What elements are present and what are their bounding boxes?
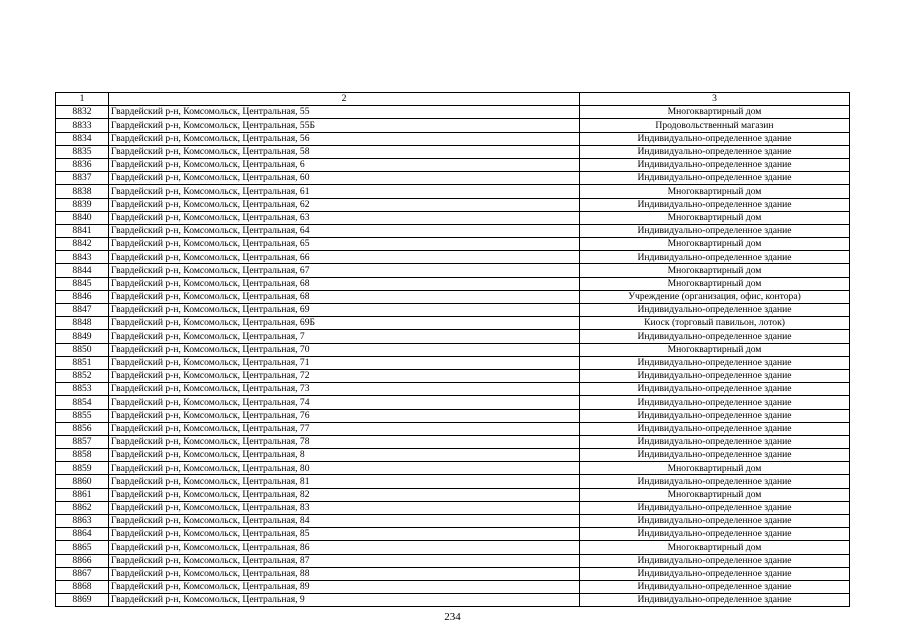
row-number-cell: 8861	[56, 488, 109, 501]
row-address-cell: Гвардейский р-н, Комсомольск, Центральная, 70	[109, 343, 580, 356]
row-type-cell: Индивидуально-определенное здание	[580, 435, 850, 448]
row-address-cell: Гвардейский р-н, Комсомольск, Центральная, 82	[109, 488, 580, 501]
row-number-cell: 8857	[56, 435, 109, 448]
row-address-cell: Гвардейский р-н, Комсомольск, Центральная, 78	[109, 435, 580, 448]
row-type-cell: Индивидуально-определенное здание	[580, 554, 850, 567]
row-type-cell: Индивидуально-определенное здание	[580, 580, 850, 593]
row-type-cell: Многоквартирный дом	[580, 488, 850, 501]
row-number-cell: 8853	[56, 383, 109, 396]
row-number-cell: 8849	[56, 330, 109, 343]
row-number-cell: 8834	[56, 132, 109, 145]
row-type-cell: Индивидуально-определенное здание	[580, 475, 850, 488]
row-address-cell: Гвардейский р-н, Комсомольск, Центральная, 77	[109, 422, 580, 435]
row-address-cell: Гвардейский р-н, Комсомольск, Центральная, 8	[109, 449, 580, 462]
row-type-cell: Индивидуально-определенное здание	[580, 567, 850, 580]
row-address-cell: Гвардейский р-н, Комсомольск, Центральная, 65	[109, 238, 580, 251]
table-row	[56, 119, 850, 132]
row-address-cell: Гвардейский р-н, Комсомольск, Центральная, 80	[109, 462, 580, 475]
table-row	[56, 185, 850, 198]
row-number-cell: 8850	[56, 343, 109, 356]
table-row	[56, 369, 850, 382]
row-address-cell: Гвардейский р-н, Комсомольск, Центральная, 62	[109, 198, 580, 211]
row-number-cell: 8867	[56, 567, 109, 580]
row-address-cell: Гвардейский р-н, Комсомольск, Центральная, 55	[109, 106, 580, 119]
row-type-cell: Индивидуально-определенное здание	[580, 304, 850, 317]
row-address-cell: Гвардейский р-н, Комсомольск, Центральная, 72	[109, 369, 580, 382]
row-address-cell: Гвардейский р-н, Комсомольск, Центральная, 85	[109, 528, 580, 541]
registry-table-body	[56, 93, 850, 607]
row-address-cell: Гвардейский р-н, Комсомольск, Центральная, 76	[109, 409, 580, 422]
row-address-cell: Гвардейский р-н, Комсомольск, Центральная, 81	[109, 475, 580, 488]
table-row	[56, 488, 850, 501]
table-row	[56, 396, 850, 409]
row-address-cell: Гвардейский р-н, Комсомольск, Центральная, 69Б	[109, 317, 580, 330]
row-address-cell: Гвардейский р-н, Комсомольск, Центральная, 6	[109, 158, 580, 171]
row-number-cell: 8852	[56, 369, 109, 382]
row-number-cell: 8839	[56, 198, 109, 211]
row-type-cell: Многоквартирный дом	[580, 277, 850, 290]
table-row	[56, 462, 850, 475]
row-address-cell: Гвардейский р-н, Комсомольск, Центральная, 63	[109, 211, 580, 224]
row-type-cell: Индивидуально-определенное здание	[580, 172, 850, 185]
table-row	[56, 356, 850, 369]
row-number-cell: 8868	[56, 580, 109, 593]
table-header-row	[56, 93, 850, 106]
table-row	[56, 277, 850, 290]
row-type-cell: Многоквартирный дом	[580, 185, 850, 198]
table-row	[56, 422, 850, 435]
row-address-cell: Гвардейский р-н, Комсомольск, Центральная, 9	[109, 594, 580, 607]
row-type-cell: Индивидуально-определенное здание	[580, 396, 850, 409]
row-type-cell: Индивидуально-определенное здание	[580, 145, 850, 158]
row-address-cell: Гвардейский р-н, Комсомольск, Центральная, 83	[109, 501, 580, 514]
row-number-cell: 8856	[56, 422, 109, 435]
table-row	[56, 501, 850, 514]
row-type-cell: Многоквартирный дом	[580, 343, 850, 356]
table-row	[56, 238, 850, 251]
row-address-cell: Гвардейский р-н, Комсомольск, Центральная, 7	[109, 330, 580, 343]
row-number-cell: 8846	[56, 290, 109, 303]
row-address-cell: Гвардейский р-н, Комсомольск, Центральная, 64	[109, 224, 580, 237]
table-row	[56, 449, 850, 462]
row-address-cell: Гвардейский р-н, Комсомольск, Центральная, 66	[109, 251, 580, 264]
row-number-cell: 8845	[56, 277, 109, 290]
table-row	[56, 409, 850, 422]
row-address-cell: Гвардейский р-н, Комсомольск, Центральная, 87	[109, 554, 580, 567]
table-row	[56, 224, 850, 237]
row-type-cell: Индивидуально-определенное здание	[580, 224, 850, 237]
row-type-cell: Индивидуально-определенное здание	[580, 158, 850, 171]
row-address-cell: Гвардейский р-н, Комсомольск, Центральная, 71	[109, 356, 580, 369]
table-row	[56, 343, 850, 356]
row-type-cell: Индивидуально-определенное здание	[580, 356, 850, 369]
row-type-cell: Индивидуально-определенное здание	[580, 515, 850, 528]
row-type-cell: Многоквартирный дом	[580, 238, 850, 251]
row-number-cell: 8843	[56, 251, 109, 264]
row-type-cell: Многоквартирный дом	[580, 541, 850, 554]
row-number-cell: 8862	[56, 501, 109, 514]
table-row	[56, 383, 850, 396]
row-number-cell: 8833	[56, 119, 109, 132]
row-type-cell: Киоск (торговый павильон, лоток)	[580, 317, 850, 330]
row-address-cell: Гвардейский р-н, Комсомольск, Центральная, 58	[109, 145, 580, 158]
row-address-cell: Гвардейский р-н, Комсомольск, Центральная, 68	[109, 277, 580, 290]
row-number-cell: 8838	[56, 185, 109, 198]
row-type-cell: Индивидуально-определенное здание	[580, 198, 850, 211]
table-row	[56, 145, 850, 158]
table-row	[56, 475, 850, 488]
row-address-cell: Гвардейский р-н, Комсомольск, Центральная, 73	[109, 383, 580, 396]
row-number-cell: 8841	[56, 224, 109, 237]
table-row	[56, 317, 850, 330]
row-number-cell: 8865	[56, 541, 109, 554]
row-type-cell: Индивидуально-определенное здание	[580, 501, 850, 514]
row-number-cell: 8854	[56, 396, 109, 409]
row-number-cell: 8866	[56, 554, 109, 567]
row-type-cell: Многоквартирный дом	[580, 462, 850, 475]
row-number-cell: 8859	[56, 462, 109, 475]
row-number-cell: 8836	[56, 158, 109, 171]
row-type-cell: Многоквартирный дом	[580, 106, 850, 119]
row-number-cell: 8842	[56, 238, 109, 251]
table-row	[56, 594, 850, 607]
row-address-cell: Гвардейский р-н, Комсомольск, Центральная, 86	[109, 541, 580, 554]
row-number-cell: 8851	[56, 356, 109, 369]
row-type-cell: Индивидуально-определенное здание	[580, 330, 850, 343]
row-number-cell: 8858	[56, 449, 109, 462]
row-number-cell: 8840	[56, 211, 109, 224]
table-row	[56, 580, 850, 593]
row-type-cell: Учреждение (организация, офис, контора)	[580, 290, 850, 303]
row-number-cell: 8855	[56, 409, 109, 422]
row-type-cell: Многоквартирный дом	[580, 264, 850, 277]
table-row	[56, 435, 850, 448]
row-type-cell: Индивидуально-определенное здание	[580, 528, 850, 541]
row-type-cell: Индивидуально-определенное здание	[580, 594, 850, 607]
table-row	[56, 554, 850, 567]
row-address-cell: Гвардейский р-н, Комсомольск, Центральная, 74	[109, 396, 580, 409]
table-row	[56, 264, 850, 277]
row-number-cell: 8869	[56, 594, 109, 607]
column-header-type: 3	[580, 93, 850, 106]
row-number-cell: 8860	[56, 475, 109, 488]
row-address-cell: Гвардейский р-н, Комсомольск, Центральная, 88	[109, 567, 580, 580]
table-row	[56, 290, 850, 303]
table-row	[56, 304, 850, 317]
row-number-cell: 8832	[56, 106, 109, 119]
row-number-cell: 8835	[56, 145, 109, 158]
row-type-cell: Индивидуально-определенное здание	[580, 409, 850, 422]
registry-table	[55, 92, 850, 607]
table-row	[56, 198, 850, 211]
table-row	[56, 106, 850, 119]
table-row	[56, 132, 850, 145]
row-type-cell: Индивидуально-определенное здание	[580, 449, 850, 462]
row-type-cell: Индивидуально-определенное здание	[580, 251, 850, 264]
row-address-cell: Гвардейский р-н, Комсомольск, Центральная, 67	[109, 264, 580, 277]
row-address-cell: Гвардейский р-н, Комсомольск, Центральная, 69	[109, 304, 580, 317]
row-type-cell: Индивидуально-определенное здание	[580, 132, 850, 145]
table-row	[56, 515, 850, 528]
row-address-cell: Гвардейский р-н, Комсомольск, Центральная, 89	[109, 580, 580, 593]
table-row	[56, 251, 850, 264]
table-row	[56, 330, 850, 343]
row-address-cell: Гвардейский р-н, Комсомольск, Центральная, 55Б	[109, 119, 580, 132]
table-row	[56, 567, 850, 580]
row-address-cell: Гвардейский р-н, Комсомольск, Центральная, 68	[109, 290, 580, 303]
row-type-cell: Индивидуально-определенное здание	[580, 383, 850, 396]
row-number-cell: 8844	[56, 264, 109, 277]
table-row	[56, 528, 850, 541]
column-header-number: 1	[56, 93, 109, 106]
column-header-address: 2	[109, 93, 580, 106]
table-row	[56, 158, 850, 171]
row-number-cell: 8863	[56, 515, 109, 528]
table-row	[56, 211, 850, 224]
row-number-cell: 8847	[56, 304, 109, 317]
row-number-cell: 8837	[56, 172, 109, 185]
row-number-cell: 8848	[56, 317, 109, 330]
row-address-cell: Гвардейский р-н, Комсомольск, Центральная, 61	[109, 185, 580, 198]
row-address-cell: Гвардейский р-н, Комсомольск, Центральная, 84	[109, 515, 580, 528]
page-number: 234	[444, 611, 461, 623]
row-address-cell: Гвардейский р-н, Комсомольск, Центральная, 60	[109, 172, 580, 185]
row-type-cell: Индивидуально-определенное здание	[580, 369, 850, 382]
table-row	[56, 541, 850, 554]
row-address-cell: Гвардейский р-н, Комсомольск, Центральная, 56	[109, 132, 580, 145]
table-row	[56, 172, 850, 185]
row-type-cell: Многоквартирный дом	[580, 211, 850, 224]
row-type-cell: Продовольственный магазин	[580, 119, 850, 132]
row-number-cell: 8864	[56, 528, 109, 541]
row-type-cell: Индивидуально-определенное здание	[580, 422, 850, 435]
